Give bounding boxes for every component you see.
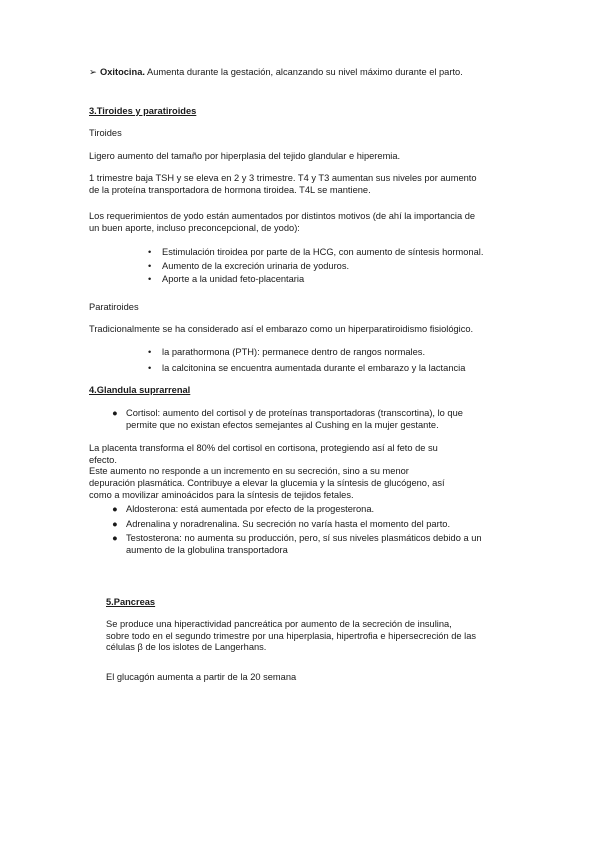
paragraph-line: Los requerimientos de yodo están aumentados por distintos motivos (de ahí la importancia de <box>89 211 476 221</box>
paragraph: El glucagón aumenta a partir de la 20 semana <box>106 672 297 682</box>
bullet-icon: • <box>148 274 152 285</box>
tiroides-paragraph-2 <box>89 173 519 196</box>
paratiroides-list <box>89 347 519 374</box>
list-item-text: Testosterona: no aumenta su producción, pero, sí sus niveles plasmáticos debido a un <box>126 533 482 544</box>
subsection-title: Paratiroides <box>89 302 139 312</box>
section-3-heading <box>89 106 519 118</box>
list-item <box>148 362 519 375</box>
list-item-text: la calcitonina se encuentra aumentada durante el embarazo y la lactancia <box>162 362 466 373</box>
paragraph-line: efecto. <box>89 454 117 465</box>
oxitocina-text: Aumenta durante la gestación, alcanzando su nivel máximo durante el parto. <box>144 67 463 77</box>
paragraph: Tradicionalmente se ha considerado así el embarazo como un hiperparatiroidismo fisiológico. <box>89 324 474 334</box>
placenta-note <box>89 443 519 501</box>
list-item-testosterona <box>112 533 519 556</box>
section-heading: 4.Glandula suprarrenal <box>89 385 191 395</box>
subsection-title: Tiroides <box>89 128 122 138</box>
intro-oxitocina <box>89 67 519 79</box>
bullet-icon: • <box>148 247 152 257</box>
list-item <box>148 260 519 273</box>
section-heading: 5.Pancreas <box>106 597 156 607</box>
bullet-icon: • <box>148 362 152 373</box>
paragraph-line: depuración plasmática. Contribuye a elevar la glucemia y la síntesis de glucógeno, así <box>89 478 445 489</box>
paragraph-line: La placenta transforma el 80% del cortisol en cortisona, protegiendo así al feto de su <box>89 443 438 454</box>
tiroides-paragraph-1 <box>89 151 519 163</box>
list-item-text: Aumento de la excreción urinaria de yoduros. <box>162 260 350 271</box>
tiroides-list <box>89 247 519 286</box>
list-item-cortisol <box>112 408 519 431</box>
paragraph: Ligero aumento del tamaño por hiperplasia del tejido glandular e hiperemia. <box>89 151 401 161</box>
list-item-aldosterona <box>112 504 519 516</box>
arrow-bullet-icon: ➢ <box>89 67 97 77</box>
paratiroides-title <box>89 302 519 314</box>
section-4-heading <box>89 385 519 397</box>
bullet-icon: ● <box>112 504 118 515</box>
pancreas-paragraph-1 <box>89 619 519 654</box>
bullet-icon: ● <box>112 518 118 529</box>
bullet-icon: ● <box>112 533 118 544</box>
pancreas-paragraph-2 <box>89 672 519 684</box>
paragraph-line: Se produce una hiperactividad pancreática por aumento de la secreción de insulina, <box>106 619 452 629</box>
paragraph-line: como a movilizar aminoácidos para la síntesis de tejidos fetales. <box>89 489 354 500</box>
oxitocina-term: Oxitocina. <box>100 67 145 77</box>
paragraph-line: Este aumento no responde a un incremento en su secreción, sino a su menor <box>89 466 409 477</box>
list-item-text: Adrenalina y noradrenalina. Su secreción no varía hasta el momento del parto. <box>126 518 451 529</box>
paragraph-line: un buen aporte, incluso preconcepcional, de yodo): <box>89 222 300 233</box>
list-item-adrenalina <box>112 518 519 531</box>
tiroides-title <box>89 128 519 140</box>
paragraph-line: células β de los islotes de Langerhans. <box>106 642 267 653</box>
list-item-text: aumento de la globulina transportadora <box>126 545 288 556</box>
section-5-heading <box>89 597 519 609</box>
list-item-text: Aporte a la unidad feto-placentaria <box>162 274 305 285</box>
suprarrenal-list <box>89 408 519 557</box>
bullet-icon: • <box>148 347 152 357</box>
paragraph-line: sobre todo en el segundo trimestre por una hiperplasia, hipertrofia e hipersecreción de las <box>106 630 477 641</box>
tiroides-paragraph-3 <box>89 211 519 234</box>
list-item <box>148 347 519 359</box>
bullet-icon: • <box>148 260 152 271</box>
list-item-text: Aldosterona: está aumentada por efecto de la progesterona. <box>126 504 375 515</box>
list-item-text: permite que no existan efectos semejantes al Cushing en la mujer gestante. <box>126 419 439 430</box>
paragraph-line: 1 trimestre baja TSH y se eleva en 2 y 3 trimestre. T4 y T3 aumentan sus niveles por aumento <box>89 173 477 183</box>
section-heading: 3.Tiroides y paratiroides <box>89 106 197 116</box>
list-item-text: Cortisol: aumento del cortisol y de proteínas transportadoras (transcortina), lo que <box>126 408 463 418</box>
list-item <box>148 247 519 259</box>
paragraph-line: de la proteína transportadora de hormona tiroidea. T4L se mantiene. <box>89 184 371 195</box>
list-item-text: la parathormona (PTH): permanece dentro de rangos normales. <box>162 347 426 357</box>
bullet-icon: ● <box>112 408 118 418</box>
list-item-text: Estimulación tiroidea por parte de la HCG, con aumento de síntesis hormonal. <box>162 247 484 257</box>
paratiroides-paragraph <box>89 324 519 336</box>
list-item <box>148 274 519 286</box>
